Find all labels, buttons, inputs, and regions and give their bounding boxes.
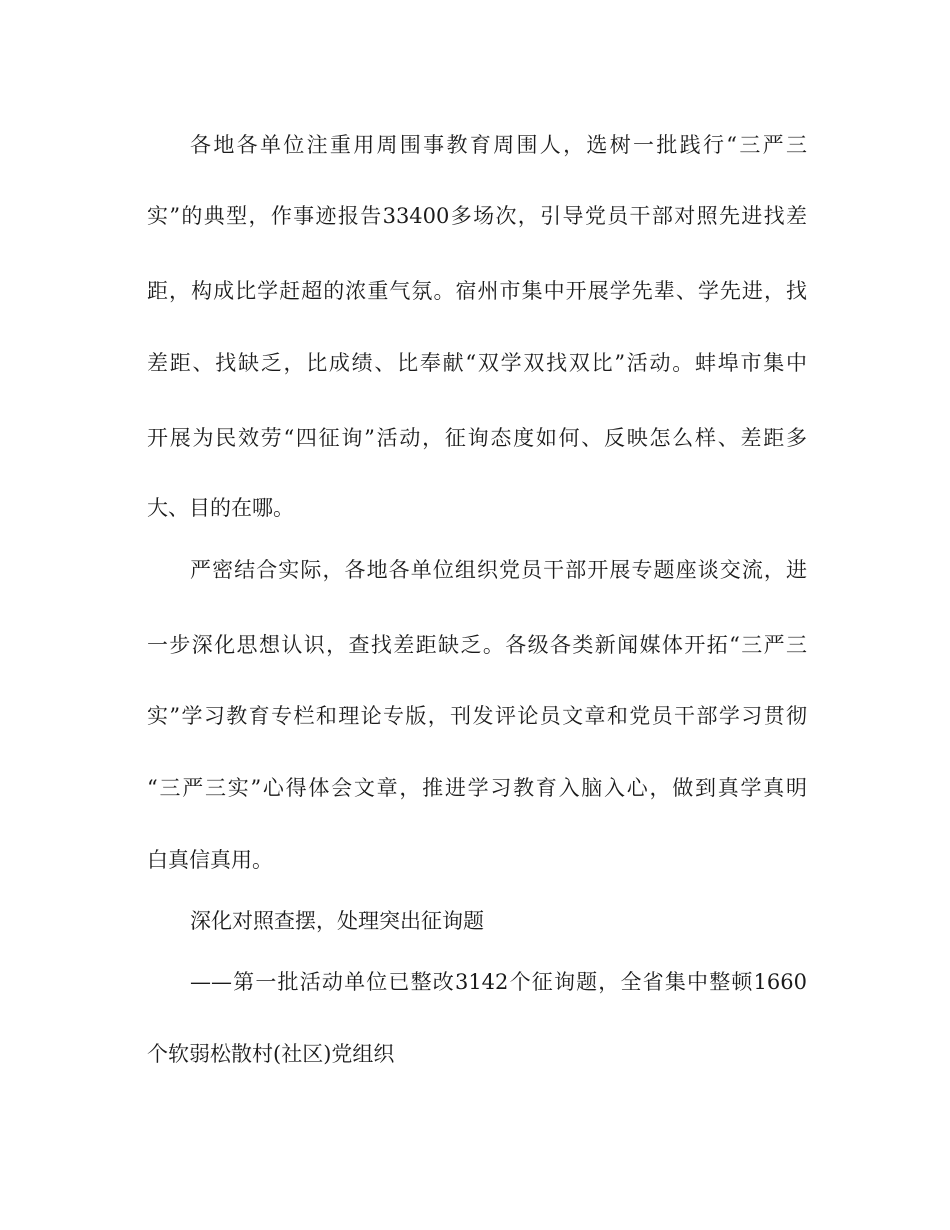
paragraph-1-line-2: 实”的典型，作事迹报告33400多场次，引导党员干部对照先进找差 — [147, 204, 807, 228]
paragraph-1-line-3: 距，构成比学赶超的浓重气氛。宿州市集中开展学先辈、学先进，找 — [147, 279, 807, 303]
paragraph-2-line-3: 实”学习教育专栏和理论专版，刊发评论员文章和党员干部学习贯彻 — [147, 704, 807, 728]
paragraph-1-line-1: 各地各单位注重用周围事教育周围人，选树一批践行“三严三 — [190, 133, 807, 157]
paragraph-2-line-2: 一步深化思想认识，查找差距缺乏。各级各类新闻媒体开拓“三严三 — [147, 633, 807, 657]
paragraph-2-line-4: “三严三实”心得体会文章，推进学习教育入脑入心，做到真学真明 — [147, 776, 807, 800]
paragraph-3-line-2: 个软弱松散村(社区)党组织 — [147, 1042, 395, 1066]
paragraph-1-line-5: 开展为民效劳“四征询”活动，征询态度如何、反映怎么样、差距多 — [147, 426, 807, 450]
section-heading: 深化对照查摆，处理突出征询题 — [190, 909, 484, 933]
paragraph-3-line-1: ——第一批活动单位已整改3142个征询题，全省集中整顿1660 — [190, 970, 807, 994]
paragraph-1-line-6: 大、目的在哪。 — [147, 496, 294, 520]
paragraph-1-line-4: 差距、找缺乏，比成绩、比奉献“双学双找双比”活动。蚌埠市集中 — [147, 351, 807, 375]
paragraph-2-line-5: 白真信真用。 — [147, 848, 273, 872]
paragraph-2-line-1: 严密结合实际，各地各单位组织党员干部开展专题座谈交流，进 — [190, 558, 807, 582]
